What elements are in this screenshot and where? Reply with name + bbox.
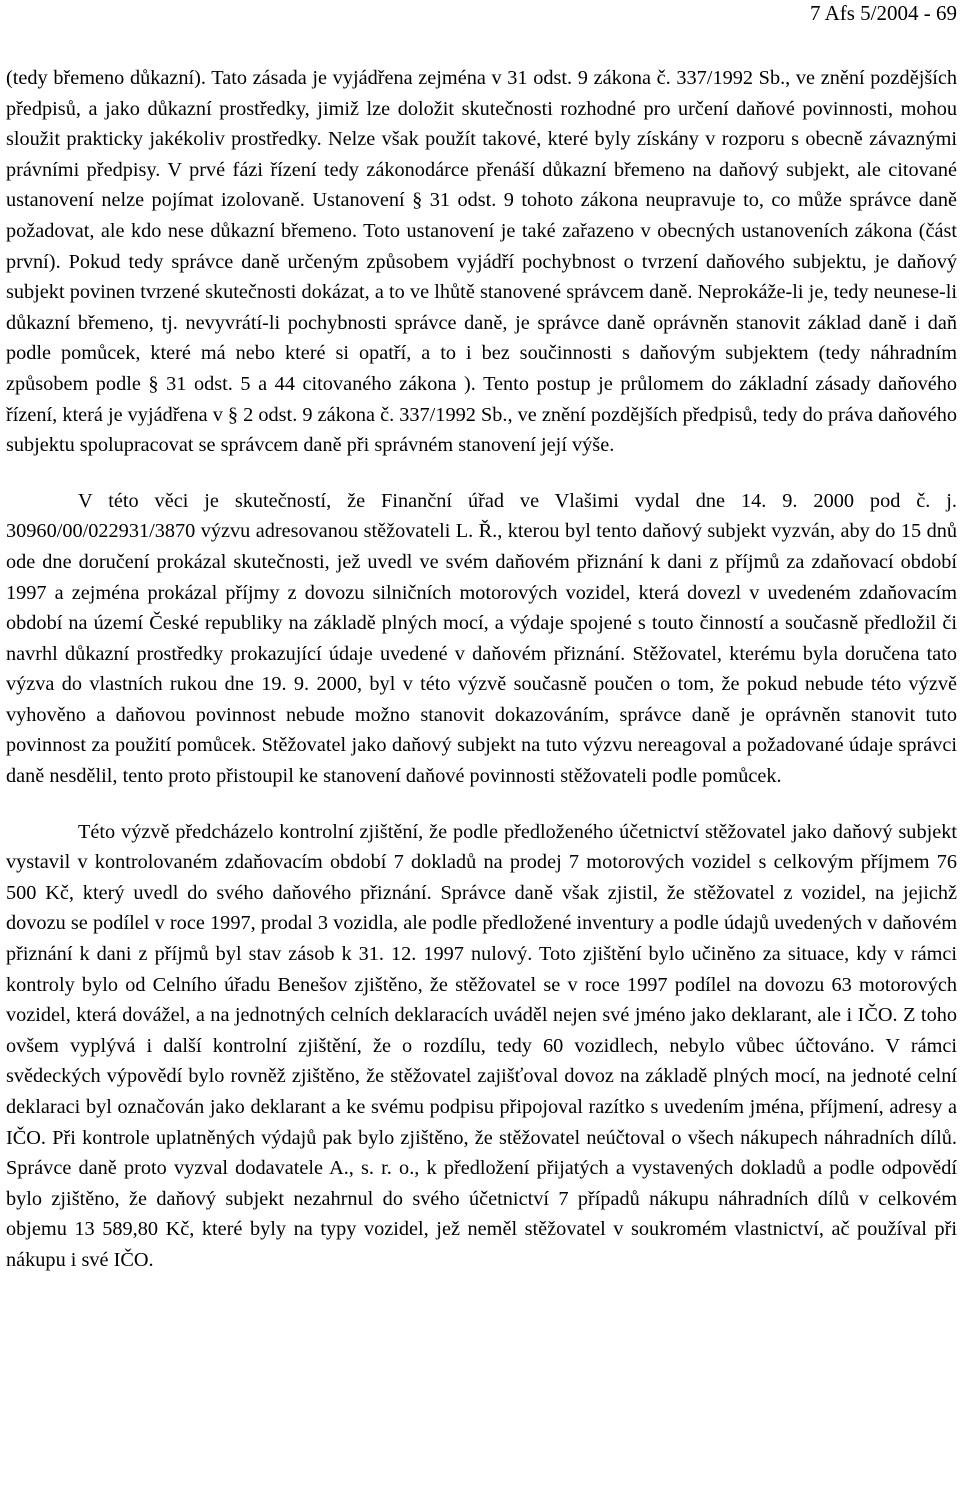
document-body xyxy=(6,63,957,1276)
paragraph-burden-of-proof: (tedy břemeno důkazní). Tato zásada je vyjádřena zejména v 31 odst. 9 zákona č. 337/1992 Sb., ve znění pozdějších předpisů, a jako důkazní prostředky, jimiž lze doložit skutečnosti rozhodné pro určení daňové povinnosti, mohou sloužit prakticky jakékoliv prostředky. Nelze však použít takové, které byly získány v rozporu s obecně závaznými právními předpisy. V prvé fázi řízení tedy zákonodárce přenáší důkazní břemeno na daňový subjekt, ale citované ustanovení nelze pojímat izolovaně. Ustanovení § 31 odst. 9 tohoto zákona neupravuje to, co může správce daně požadovat, ale kdo nese důkazní břemeno. Toto ustanovení je také zařazeno v obecných ustanoveních zákona (část první). Pokud tedy správce daně určeným způsobem vyjádří pochybnost o tvrzení daňového subjektu, je daňový subjekt povinen tvrzené skutečnosti dokázat, a to ve lhůtě stanovené správcem daně. Neprokáže-li je, tedy neunese-li důkazní břemeno, tj. nevyvrátí-li pochybnosti správce daně, je správce daně oprávněn stanovit základ daně i daň podle pomůcek, které má nebo které si opatří, a to i bez součinnosti s daňovým subjektem (tedy náhradním způsobem podle § 31 odst. 5 a 44 citovaného zákona ). Tento postup je průlomem do základní zásady daňového řízení, která je vyjádřena v § 2 odst. 9 zákona č. 337/1992 Sb., ve znění pozdějších předpisů, tedy do práva daňového subjektu spolupracovat se správcem daně při správném stanovení její výše. xyxy=(6,67,957,457)
paragraph-tax-office-request: V této věci je skutečností, že Finanční úřad ve Vlašimi vydal dne 14. 9. 2000 pod č. j. 30960/00/022931/3870 výzvu adresovanou stěžovateli L. Ř., kterou byl tento daňový subjekt vyzván, aby do 15 dnů ode dne doručení prokázal skutečnosti, jež uvedl ve svém daňovém přiznání k dani z příjmů za zdaňovací období 1997 a zejména prokázal příjmy z dovozu silničních motorových vozidel, která dovezl v uvedeném zdaňovacím období na území České republiky na základě plných mocí, a výdaje spojené s touto činností a současně předložil či navrhl důkazní prostředky prokazující údaje uvedené v daňovém přiznání. Stěžovatel, kterému byla doručena tato výzva do vlastních rukou dne 19. 9. 2000, byl v této výzvě současně poučen o tom, že pokud nebude této výzvě vyhověno a daňovou povinnost nebude možno stanovit dokazováním, správce daně je oprávněn stanovit tuto povinnost za použití pomůcek. Stěžovatel jako daňový subjekt na tuto výzvu nereagoval a požadované údaje správci daně nesdělil, tento proto přistoupil ke stanovení daňové povinnosti stěžovateli podle pomůcek. xyxy=(6,489,957,788)
case-number-header: 7 Afs 5/2004 - 69 xyxy=(810,1,957,25)
paragraph-control-findings: Této výzvě předcházelo kontrolní zjištění, že podle předloženého účetnictví stěžovatel jako daňový subjekt vystavil v kontrolovaném zdaňovacím období 7 dokladů na prodej 7 motorových vozidel s celkovým příjmem 76 500 Kč, který uvedl do svého daňového přiznání. Správce daně však zjistil, že stěžovatel z vozidel, na jejichž dovozu se podílel v roce 1997, prodal 3 vozidla, ale podle předložené inventury a podle údajů uvedených v daňovém přiznání k dani z příjmů byl stav zásob k 31. 12. 1997 nulový. Toto zjištění bylo učiněno za situace, kdy v rámci kontroly bylo od Celního úřadu Benešov zjištěno, že stěžovatel se v roce 1997 podílel na dovozu 63 motorových vozidel, která dovážel, a na jednotných celních deklaracích uváděl nejen své jméno jako deklarant, ale i IČO. Z toho ovšem vyplývá i další kontrolní zjištění, že o rozdílu, tedy 60 vozidlech, nebylo vůbec účtováno. V rámci svědeckých výpovědí bylo rovněž zjištěno, že stěžovatel zajišťoval dovoz na základě plných mocí, na jednoté celní deklaraci byl označován jako deklarant a ke svému podpisu připojoval razítko s uvedením jména, příjmení, adresy a IČO. Při kontrole uplatněných výdajů pak bylo zjištěno, že stěžovatel neúčtoval o všech nákupech náhradních dílů. Správce daně proto vyzval dodavatele A., s. r. o., k předložení přijatých a vystavených dokladů a podle odpovědí bylo zjištěno, že daňový subjekt nezahrnul do svého účetnictví 7 případů nákupu náhradních dílů v celkovém objemu 13 589,80 Kč, které byly na typy vozidel, jež neměl stěžovatel v soukromém vlastnictví, ač používal při nákupu i své IČO. xyxy=(6,820,957,1271)
